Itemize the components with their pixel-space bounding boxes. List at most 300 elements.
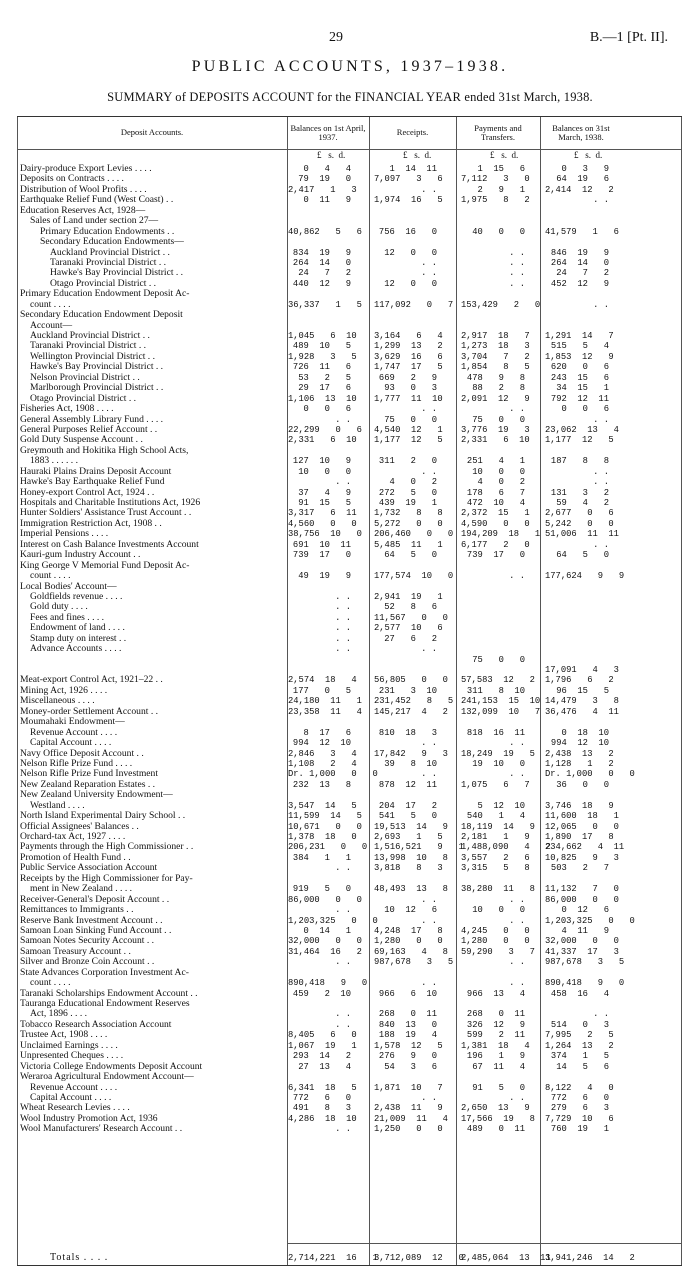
table-row [17,383,682,393]
account-label: Public Service Association Account [20,863,158,874]
receipts-cell: 2,693 1 5 [374,832,443,842]
table-row [17,1041,682,1051]
payments-cell: 268 0 11 [466,1009,525,1020]
account-label: Victoria College Endowments Deposit Account [20,1061,203,1072]
table-row [17,728,682,738]
table-row [17,790,682,800]
balance-1937-cell: 49 19 9 [298,571,351,582]
table-row [17,258,682,268]
account-label: Deposits on Contracts . . . . [20,174,124,185]
balance-1938-cell: 36,476 4 11 [545,706,619,717]
balance-1938-cell: 12,065 0 0 [545,821,619,832]
balance-1937-cell: . . [335,644,351,655]
table-row [17,540,682,550]
column-header-balances-1937: Balances on 1st April, 1937. [290,122,366,142]
table-row [17,696,682,706]
table-row [17,425,682,435]
receipts-cell: . . [421,466,437,477]
balance-1937-cell: 27 13 4 [298,1061,351,1072]
receipts-cell: 52 8 6 [384,602,437,613]
table-row [17,978,682,988]
payments-cell: 3,315 5 8 [461,863,530,874]
balance-1937-cell: 1,045 6 10 [288,331,357,341]
payments-cell: 40 0 0 [472,226,525,237]
account-label: Receipts by the High Commissioner for Pay- [20,873,193,884]
table-row [17,655,682,665]
payments-cell: . . [509,257,525,268]
balance-1938-cell: 0 18 10 [561,727,609,738]
receipts-cell: 56,805 0 0 [374,675,448,686]
balance-1937-cell: 32,000 0 0 [288,936,362,947]
table-row [17,331,682,341]
balance-1938-cell: 64 5 0 [556,550,609,561]
balance-1937-cell: 4,286 18 10 [288,1113,357,1124]
payments-cell: 2,650 13 9 [461,1103,530,1114]
table-row [17,195,682,205]
totals-receipts: 3,712,089 12 0 [374,1253,464,1263]
balance-1938-cell: 34 15 1 [556,383,609,394]
account-label: New Zealand University Endowment— [20,790,173,801]
account-label: Capital Account . . . . [30,1092,112,1103]
receipts-cell: . . [421,894,437,905]
balance-1937-cell: . . [335,623,351,634]
balance-1937-cell: 834 19 9 [292,247,351,258]
page-title: PUBLIC ACCOUNTS, 1937–1938. [191,58,509,75]
receipts-cell: 4,248 17 8 [374,925,443,936]
payments-cell: 18,249 19 5 [461,748,535,759]
table-row [17,237,682,247]
balance-1937-cell: 177 0 5 [292,685,351,696]
account-label: Nelson Provincial District . . [30,372,140,383]
table-row [17,884,682,894]
table-row [17,989,682,999]
receipts-cell: 1,299 13 2 [374,341,443,352]
table-row [17,1093,682,1103]
receipts-cell: . . [421,915,437,926]
balance-1938-cell: 1,890 17 8 [545,832,614,842]
account-label: State Advances Corporation Investment Ac- [20,967,189,978]
currency-units: £ s. d. [490,150,519,160]
table-row [17,842,682,852]
balance-1937-cell: Dr. 1,000 0 0 [288,769,378,780]
receipts-cell: . . [421,404,437,415]
table-row [17,185,682,195]
balance-1937-cell: 23,358 11 4 [288,706,362,717]
account-label: Earthquake Relief Fund (West Coast) . . [20,195,174,206]
account-label: Wheat Research Levies . . . . [20,1103,130,1114]
balance-1938-cell: 24 7 2 [556,268,609,279]
receipts-cell: 177,574 10 0 [374,571,454,582]
table-row [17,279,682,289]
table-row [17,863,682,873]
page-number: 29 [329,30,343,45]
account-label: Kauri-gum Industry Account . . [20,550,141,561]
balance-1938-cell: . . [593,195,609,206]
account-label: Wool Industry Promotion Act, 1936 [20,1113,158,1124]
balance-1937-cell: 2,574 18 4 [288,675,357,686]
balance-1937-cell: . . [335,591,351,602]
payments-cell: 599 2 11 [466,1030,525,1041]
balance-1937-cell: 127 10 9 [292,456,351,467]
balance-1937-cell: 264 14 0 [292,257,351,268]
receipts-cell: 1,177 12 5 [374,435,443,446]
payments-cell: 2,917 18 7 [461,331,530,341]
account-label: Secondary Education Endowment Deposit [20,310,183,321]
table-row [17,174,682,184]
account-label: Hospitals and Charitable Institutions Act, 1926 [20,498,201,508]
payments-cell: 178 6 7 [466,487,525,498]
account-label: Gold duty . . . . [30,602,88,613]
payments-cell: 75 0 0 [472,414,525,425]
balance-1937-cell: . . [335,602,351,613]
deposits-summary-table [17,116,682,1266]
table-row [17,738,682,748]
balance-1938-cell: 5,242 0 0 [545,518,614,529]
receipts-cell: . . [421,978,437,989]
balance-1937-cell: 2,331 6 10 [288,435,357,446]
table-row [17,164,682,174]
account-label: Gold Duty Suspense Account . . [20,435,143,446]
table-row [17,1083,682,1093]
payments-cell: 4,590 0 0 [461,518,530,529]
table-row [17,571,682,581]
table-row [17,759,682,769]
receipts-cell: 4 0 2 [389,477,437,488]
balance-1938-cell: 11,132 7 0 [545,884,619,895]
column-header-receipts: Receipts. [396,127,429,138]
account-label: Unclaimed Earnings . . . . [20,1040,118,1051]
account-label: Receiver-General's Deposit Account . . [20,894,170,905]
payments-cell: 540 1 4 [466,811,525,822]
account-label: count . . . . [30,571,71,582]
table-row [17,467,682,477]
balance-1937-cell: 919 5 0 [292,884,351,895]
balance-1938-cell: 234,662 4 11 [545,842,625,853]
payments-cell: 5 12 10 [477,800,525,811]
balance-1937-cell: 206,231 0 0 [288,842,368,853]
account-label: Revenue Account . . . . [30,1082,118,1093]
balance-1938-cell: 846 19 9 [550,247,609,258]
payments-cell: 326 12 9 [466,1019,525,1030]
balance-1938-cell: 0 12 6 [561,905,609,916]
balance-1938-cell: 890,418 9 0 [545,978,625,989]
receipts-cell: 756 16 0 [378,226,437,237]
balance-1938-cell: 452 12 9 [550,278,609,289]
payments-cell: 88 2 8 [472,383,525,394]
receipts-cell: . . [421,268,437,279]
payments-cell: . . [509,404,525,415]
currency-units: £ s. d. [574,150,603,160]
account-label: count . . . . [30,299,71,310]
receipts-cell: 48,493 13 8 [374,884,448,895]
table-row [17,1072,682,1082]
receipts-cell: 1,871 10 7 [374,1082,443,1093]
balance-1938-cell: 11,600 18 1 [545,811,619,822]
totals-payments: 2,485,064 13 11 [461,1253,551,1263]
balance-1937-cell: 29 17 6 [298,383,351,394]
balance-1938-cell: 14,479 3 8 [545,696,619,707]
account-label: Meat-export Control Act, 1921–22 . . [20,675,163,686]
account-label: North Island Experimental Dairy School . . [20,811,186,822]
table-row [17,602,682,612]
table-row [17,832,682,842]
currency-units: £ s. d. [403,150,432,160]
receipts-cell: 39 8 10 [384,758,437,769]
payments-cell: 1 15 6 [477,164,525,174]
balance-1937-cell: 0 0 6 [303,404,351,415]
receipts-cell: 439 19 1 [378,498,437,508]
payments-cell: . . [509,957,525,968]
account-label: General Assembly Library Fund . . . . [20,414,164,425]
payments-cell: 1,381 18 4 [461,1040,530,1051]
payments-cell: 818 16 11 [466,727,525,738]
balance-1937-cell: 86,000 0 0 [288,894,362,905]
table-row [17,415,682,425]
payments-cell: 4 0 2 [477,477,525,488]
balance-1938-cell: 36 0 0 [556,779,609,790]
payments-cell: 2,372 15 1 [461,508,530,519]
balance-1938-cell: 131 3 2 [550,487,609,498]
table-row [17,853,682,863]
account-label: Account— [30,320,73,331]
account-label: Otago Provincial District . . [30,393,137,404]
balance-1937-cell: 0 14 1 [303,925,351,936]
balance-1938-cell: 10,825 9 3 [545,852,619,863]
account-label: Trustee Act, 1908 . . . . [20,1030,108,1041]
receipts-cell: 231,452 8 5 [374,696,454,707]
account-label: Westland . . . . [30,800,85,811]
table-row [17,248,682,258]
balance-1938-cell: 987,678 3 5 [545,957,625,968]
payments-cell: . . [509,1092,525,1103]
balance-1938-cell: 41,579 1 6 [545,226,619,237]
table-row [17,1114,682,1124]
receipts-cell: 19,513 14 9 [374,821,448,832]
balance-1938-cell: 7,995 2 5 [545,1030,614,1041]
balance-1938-cell: 86,000 0 0 [545,894,619,905]
account-label: General Purposes Relief Account . . [20,424,158,435]
account-label: Interest on Cash Balance Investments Account [20,539,199,550]
receipts-cell: 541 5 0 [378,811,437,822]
account-label: Wool Manufacturers' Research Account . . [20,1124,183,1135]
totals-balance-1938: 3,941,246 14 2 [545,1253,635,1263]
account-label: Otago Provincial District . . [50,278,157,289]
table-row [17,634,682,644]
table-row [17,227,682,237]
receipts-cell: 12 0 0 [384,247,437,258]
table-row [17,1062,682,1072]
receipts-cell: . . [421,1092,437,1103]
payments-cell: 38,280 11 8 [461,884,535,895]
account-label: Endowment of land . . . . [30,623,125,634]
receipts-cell: . . [421,738,437,749]
account-label: Remittances to Immigrants . . [20,905,134,916]
table-row [17,582,682,592]
balance-1938-cell: 4 11 9 [561,925,609,936]
payments-cell: 311 8 10 [466,685,525,696]
account-label: Official Assignees' Balances . . [20,821,139,832]
balance-1938-cell: 64 19 6 [556,174,609,185]
receipts-cell: 204 17 2 [378,800,437,811]
table-row [17,717,682,727]
account-label: Distribution of Wool Profits . . . . [20,184,147,195]
payments-cell: 6,177 2 0 [461,539,530,550]
balance-1937-cell: 994 12 10 [292,738,351,749]
payments-cell: 3,557 2 6 [461,852,530,863]
balance-1938-cell: 14 5 6 [556,1061,609,1072]
balance-1937-cell: 10 0 0 [298,466,351,477]
account-label: 1883 . . . . . . [30,456,78,467]
receipts-cell: 2,577 10 6 [374,623,443,634]
balance-1938-cell: 51,006 11 11 [545,529,619,540]
payments-cell: . . [509,894,525,905]
table-row [17,498,682,508]
account-label: Mining Act, 1926 . . . . [20,685,108,696]
table-row [17,936,682,946]
account-label: Secondary Education Endowments— [40,237,184,248]
table-row [17,394,682,404]
table-row [17,435,682,445]
page-header [0,0,700,112]
account-label: New Zealand Reparation Estates . . [20,779,156,790]
table-row [17,1124,682,1134]
payments-cell: 3,776 19 3 [461,424,530,435]
receipts-cell: . . [421,184,437,195]
account-label: Promotion of Health Fund . . [20,852,131,863]
payments-cell: 196 1 9 [466,1051,525,1062]
balance-1937-cell: 24 7 2 [298,268,351,279]
table-row [17,488,682,498]
receipts-cell: 1,974 16 5 [374,195,443,206]
table-row [17,1030,682,1040]
account-label: Hauraki Plains Drains Deposit Account [20,466,172,477]
table-row [17,216,682,226]
payments-cell: 153,429 2 0 [461,299,541,310]
balance-1937-cell: 726 11 6 [292,362,351,373]
receipts-cell: 1,747 17 5 [374,362,443,373]
table-row [17,801,682,811]
receipts-cell: 966 6 10 [378,988,437,999]
receipts-cell: 1,732 8 8 [374,508,443,519]
receipts-cell: 7,097 3 6 [374,174,443,185]
table-row [17,321,682,331]
balance-1937-cell: . . [335,1009,351,1020]
receipts-cell: 5,485 11 1 [374,539,443,550]
balance-1938-cell: 32,000 0 0 [545,936,619,947]
balance-1937-cell: 40,862 5 6 [288,226,362,237]
receipts-cell: 810 18 3 [378,727,437,738]
balance-1938-cell: 23,062 13 4 [545,424,619,435]
payments-cell: 57,583 12 2 [461,675,535,686]
payments-cell: 2,331 6 10 [461,435,530,446]
payments-cell: 10 0 0 [472,466,525,477]
balance-1937-cell: . . [335,863,351,874]
table-row [17,519,682,529]
account-label: Samoan Notes Security Account . . [20,936,155,947]
balance-1937-cell: 22,299 0 6 [288,424,362,435]
table-row [17,592,682,602]
account-label: Advance Accounts . . . . [30,644,122,655]
receipts-cell: 1,516,521 9 1 [374,842,464,853]
receipts-cell: 840 13 0 [378,1019,437,1030]
receipts-cell: 69,163 4 8 [374,946,448,957]
payments-cell: 2,181 1 9 [461,832,530,842]
table-row [17,529,682,539]
balance-1938-cell: Dr. 1,000 0 0 [545,769,635,780]
balance-1938-cell: 2,438 13 2 [545,748,614,759]
table-row [17,916,682,926]
table-row [17,665,682,675]
balance-1938-cell: 458 16 4 [550,988,609,999]
balance-1937-cell: 384 1 1 [292,852,351,863]
account-label: Silver and Bronze Coin Account . . [20,957,155,968]
payments-cell: 2,091 12 9 [461,393,530,404]
balance-1938-cell: . . [593,466,609,477]
balance-1937-cell: 8,405 6 0 [288,1030,357,1041]
receipts-cell: 145,217 4 2 [374,706,448,717]
table-row [17,268,682,278]
receipts-cell: 11,567 0 0 [374,612,448,623]
receipts-cell: 10 12 6 [384,905,437,916]
receipts-cell: 1,777 11 10 [374,393,443,404]
table-row [17,811,682,821]
column-header-deposit-accounts: Deposit Accounts. [120,127,184,138]
account-label: Education Reserves Act, 1928— [20,205,146,216]
balance-1938-cell: . . [593,477,609,488]
balance-1937-cell: 459 2 10 [292,988,351,999]
balance-1937-cell: 11,599 14 5 [288,811,362,822]
balance-1938-cell: 1,853 12 9 [545,351,614,362]
payments-cell: 478 9 8 [466,372,525,383]
receipts-cell: 1,250 0 0 [374,1124,443,1135]
balance-1937-cell: 2,846 3 4 [288,748,357,759]
account-label: Unpresented Cheques . . . . [20,1051,124,1062]
balance-1937-cell: 293 14 2 [292,1051,351,1062]
payments-cell: . . [509,769,525,780]
receipts-cell: 1,280 0 0 [374,936,443,947]
balance-1938-cell: 772 6 0 [550,1092,609,1103]
payments-cell: 739 17 0 [466,550,525,561]
column-header-payments: Payments and Transfers. [474,122,522,142]
table-row [17,613,682,623]
balance-1937-cell: 489 10 5 [292,341,351,352]
balance-1938-cell: 1,291 14 7 [545,331,614,341]
balance-1938-cell: 792 12 11 [550,393,609,404]
balance-1938-cell: 1,796 6 2 [545,675,614,686]
balance-1938-cell: 3,746 18 9 [545,800,614,811]
balance-1938-cell: 2,414 12 2 [545,184,614,195]
payments-cell: 472 10 4 [466,498,525,508]
balance-1937-cell: . . [335,477,351,488]
currency-units: £ s. d. [317,150,346,160]
account-label: Moumahaki Endowment— [20,717,125,728]
table-row [17,446,682,456]
account-label: ment in New Zealand . . . . [30,884,133,895]
account-label: Sales of Land under section 27— [30,216,159,227]
payments-cell: 1,488,090 4 2 [461,842,551,853]
payments-cell: 3,704 7 2 [461,351,530,362]
account-label: Hawke's Bay Provincial District . . [50,268,184,279]
payments-cell: 251 4 1 [466,456,525,467]
account-label: Imperial Pensions . . . . [20,529,109,540]
balance-1937-cell: 6,341 18 5 [288,1082,357,1093]
account-label: Nelson Rifle Prize Fund Investment [20,769,159,780]
balance-1937-cell: . . [335,633,351,644]
table-row [17,749,682,759]
balance-1938-cell: 0 3 9 [561,164,609,174]
balance-1937-cell: 3,547 14 5 [288,800,357,811]
receipts-cell: 21,009 11 4 [374,1113,448,1124]
